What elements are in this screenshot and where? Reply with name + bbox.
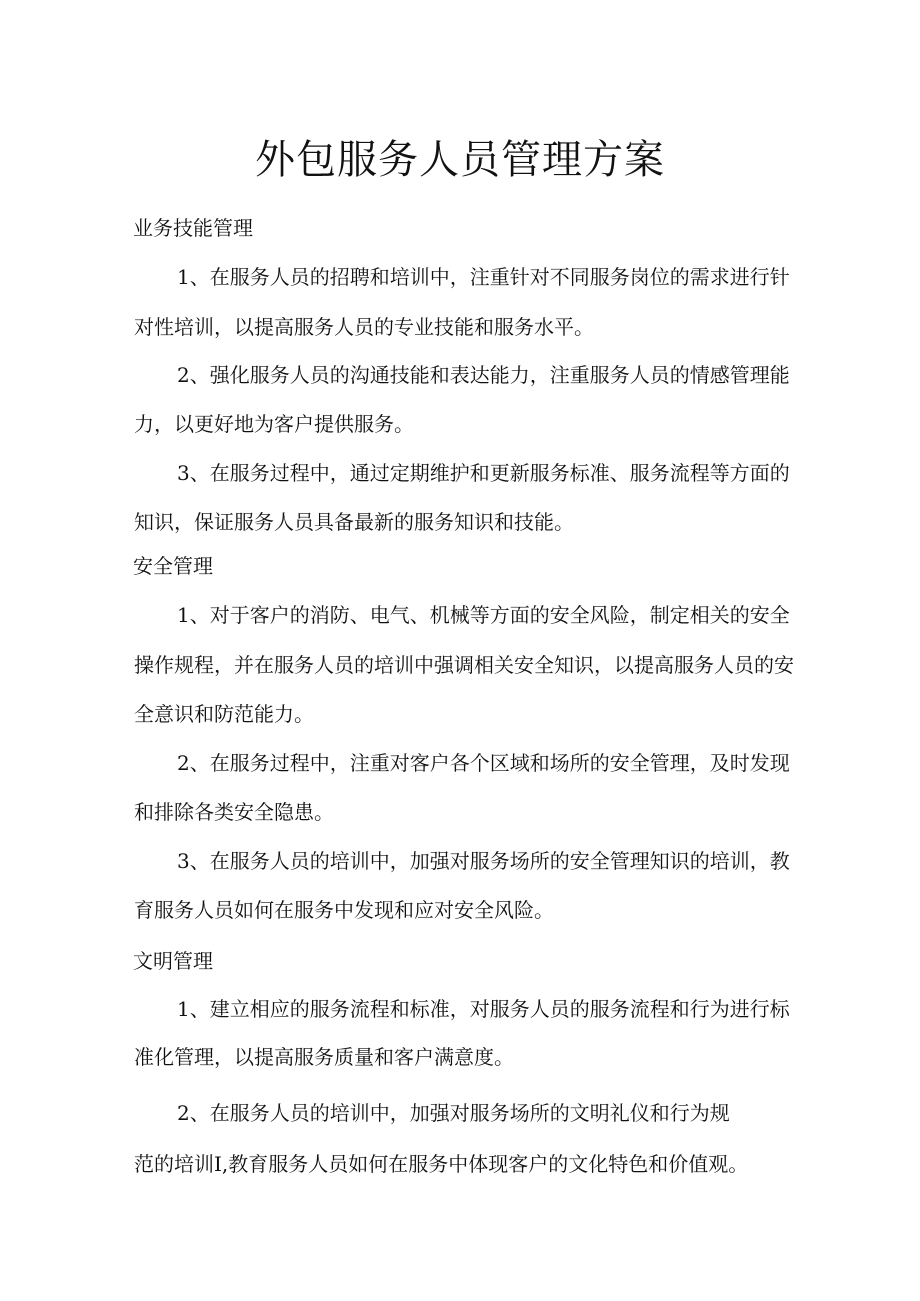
section-heading-civility: 文明管理 xyxy=(133,949,213,973)
paragraph-line: 范的培训Ⅰ,教育服务人员如何在服务中体现客户的文化特色和价值观。 xyxy=(134,1152,749,1176)
paragraph-line: 1、对于客户的消防、电气、机械等方面的安全风险，制定相关的安全 xyxy=(177,603,790,627)
paragraph-line: 2、在服务过程中，注重对客户各个区域和场所的安全管理，及时发现 xyxy=(177,751,790,775)
paragraph-line: 育服务人员如何在服务中发现和应对安全风险。 xyxy=(134,898,554,922)
paragraph-line: 3、在服务人员的培训中，加强对服务场所的安全管理知识的培训，教 xyxy=(177,849,790,873)
paragraph-line: 全意识和防范能力。 xyxy=(134,702,314,726)
section-heading-safety: 安全管理 xyxy=(133,554,213,578)
paragraph-line: 和排除各类安全隐患。 xyxy=(134,800,334,824)
paragraph-line: 知识，保证服务人员具备最新的服务知识和技能。 xyxy=(134,510,574,534)
paragraph-line: 操作规程，并在服务人员的培训中强调相关安全知识，以提高服务人员的安 xyxy=(134,653,794,677)
paragraph-line: 准化管理，以提高服务质量和客户满意度。 xyxy=(134,1045,514,1069)
document-title: 外包服务人员管理方案 xyxy=(255,137,665,183)
paragraph-line: 3、在服务过程中，通过定期维护和更新服务标准、服务流程等方面的 xyxy=(177,461,790,485)
paragraph-line: 2、强化服务人员的沟通技能和表达能力，注重服务人员的情感管理能 xyxy=(177,363,790,387)
paragraph-line: 2、在服务人员的培训中，加强对服务场所的文明礼仪和行为规 xyxy=(177,1101,730,1125)
paragraph-line: 对性培训，以提高服务人员的专业技能和服务水平。 xyxy=(134,315,594,339)
section-heading-skills: 业务技能管理 xyxy=(133,216,253,240)
paragraph-line: 1、建立相应的服务流程和标准，对服务人员的服务流程和行为进行标 xyxy=(177,997,790,1021)
paragraph-line: 力，以更好地为客户提供服务。 xyxy=(134,412,414,436)
paragraph-line: 1、在服务人员的招聘和培训中，注重针对不同服务岗位的需求进行针 xyxy=(177,265,790,289)
